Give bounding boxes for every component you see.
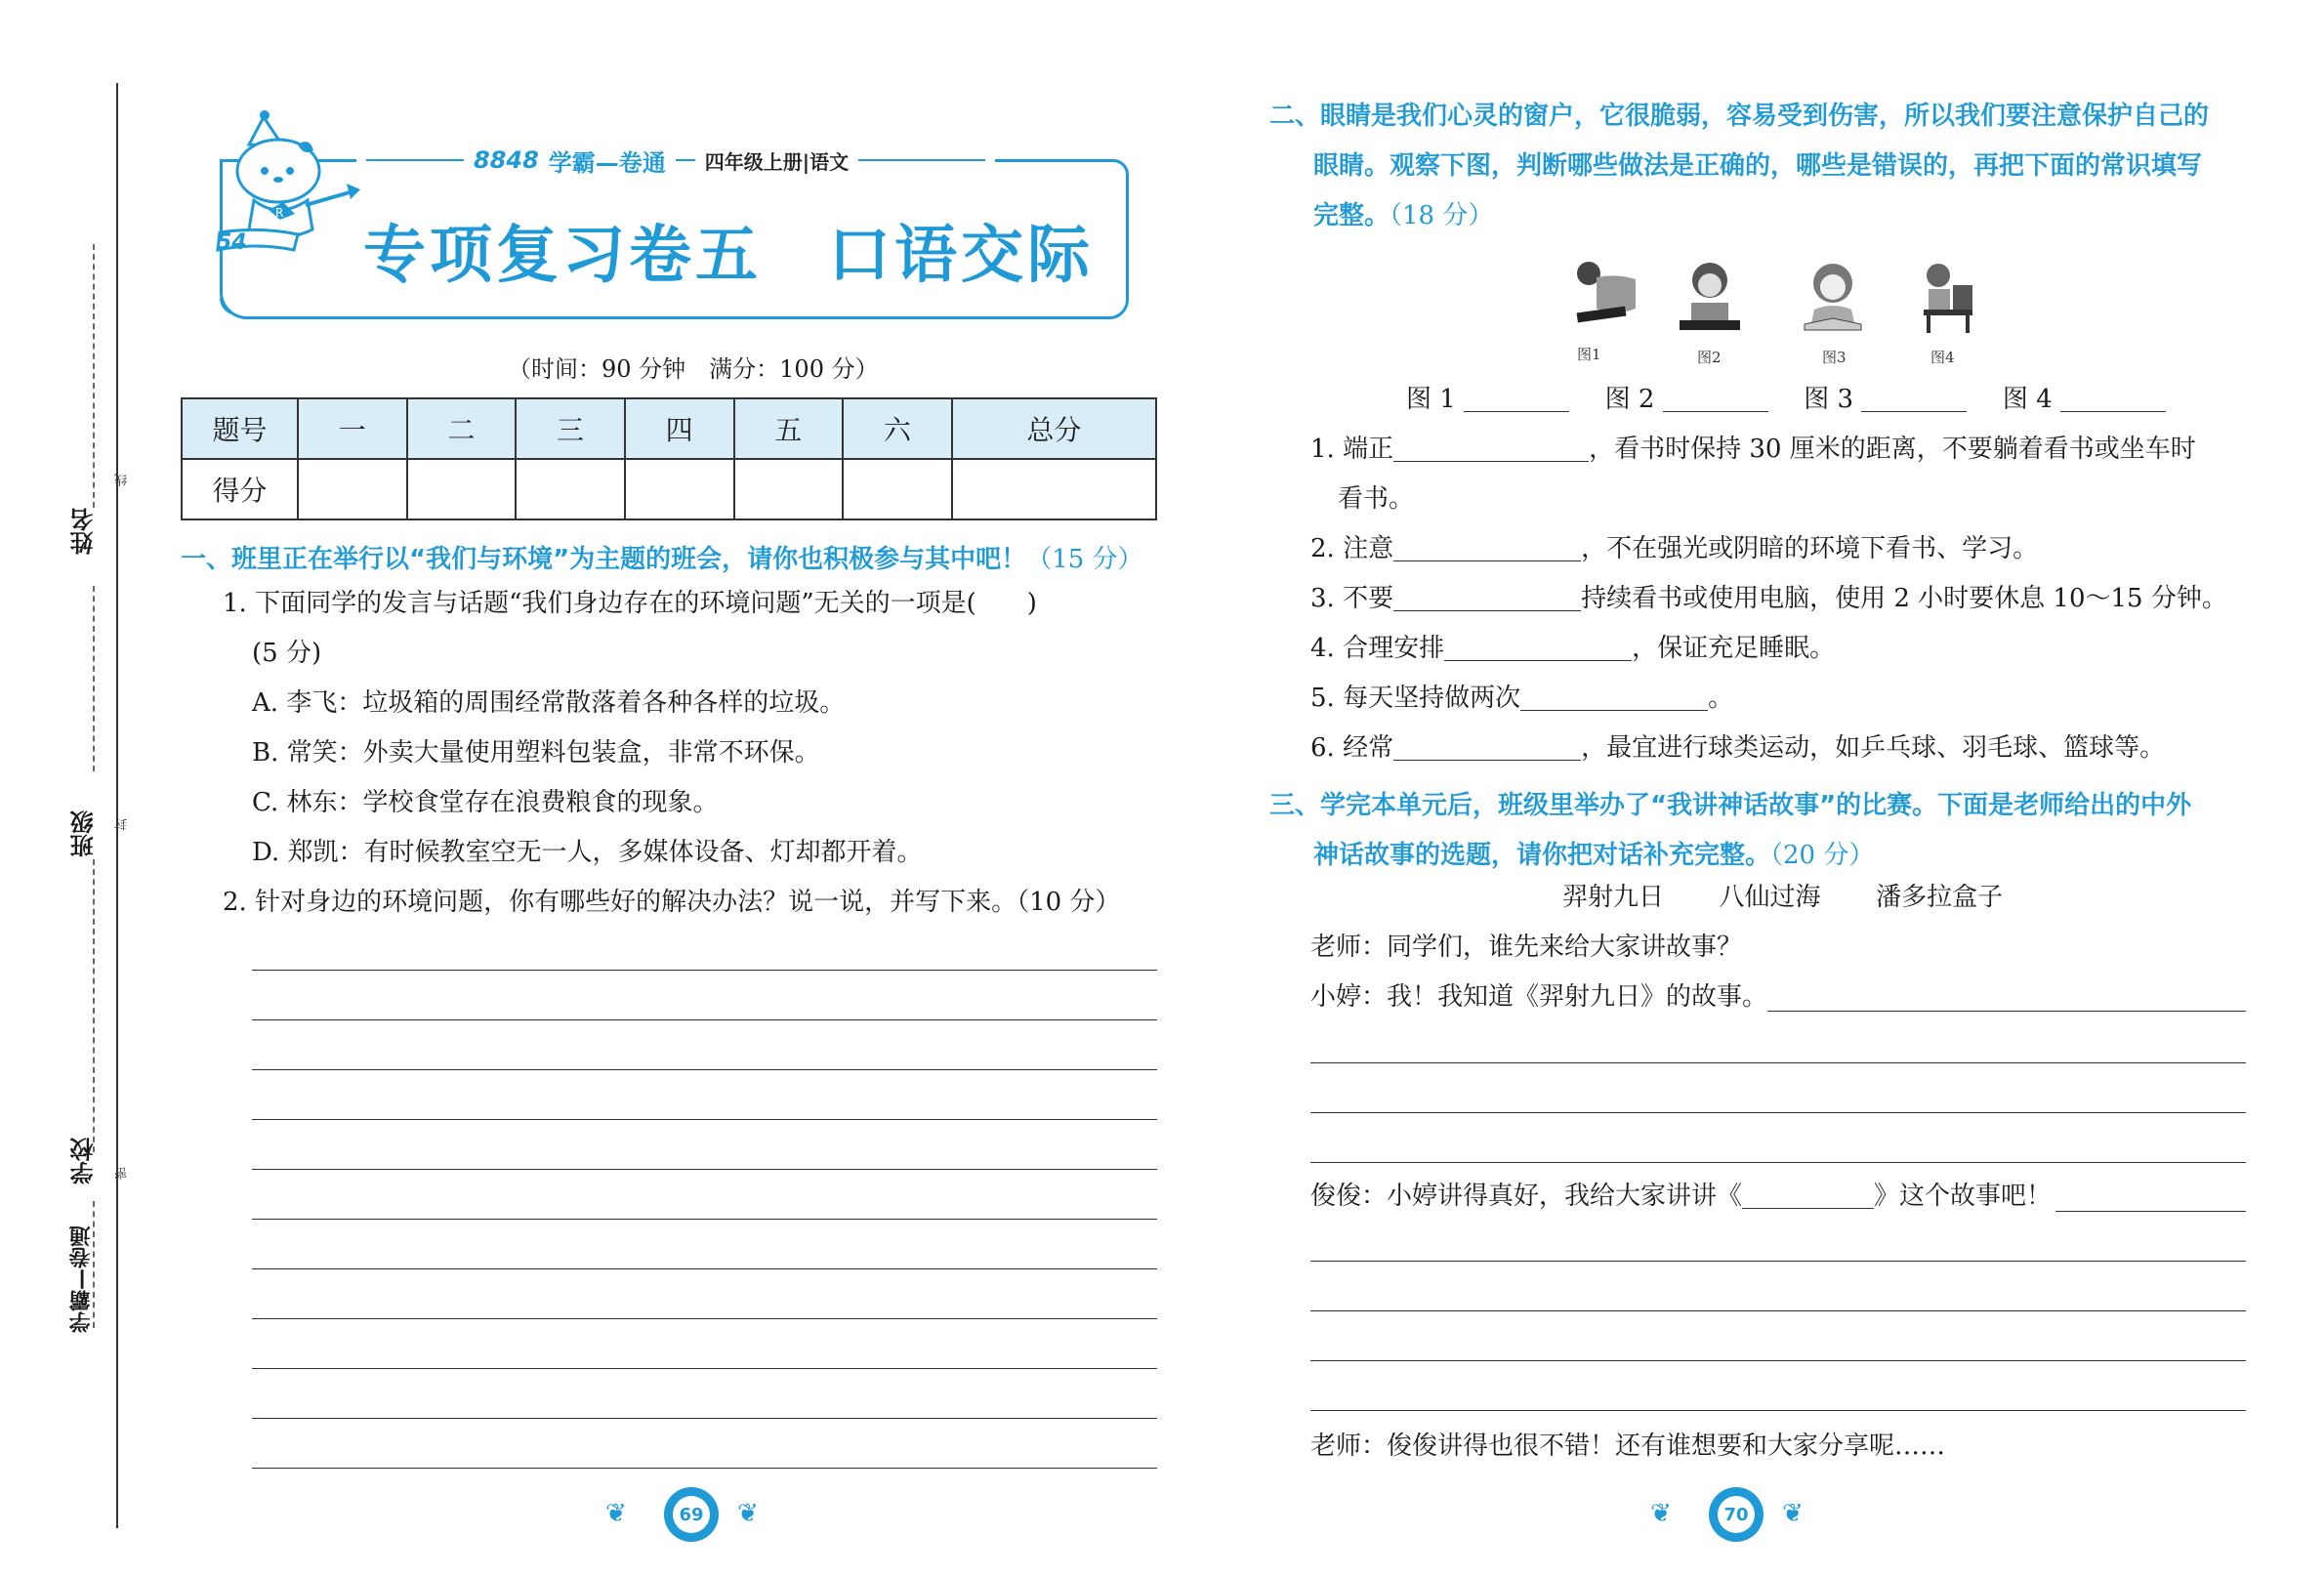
score-table	[181, 397, 1157, 520]
pic3-label: 图 3	[1804, 385, 1854, 414]
option-b[interactable]: B. 常笑：外卖大量使用塑料包装盒，非常不环保。	[252, 738, 820, 768]
answer-line[interactable]	[252, 1069, 1157, 1070]
class-label: 班级	[70, 810, 98, 857]
eye-item-blank[interactable]	[1444, 637, 1632, 661]
score-header-cell: 五	[734, 398, 844, 459]
answer-line[interactable]	[252, 1368, 1157, 1369]
answer-line[interactable]	[1310, 1062, 2246, 1063]
junjun-line	[1310, 1183, 2052, 1209]
eye-item-post: ，不在强光或阴暗的环境下看书、学习。	[1581, 534, 2039, 563]
eye-item-pre: 1. 端正	[1310, 435, 1394, 464]
pic4-blank[interactable]	[2060, 388, 2166, 412]
score-header-cell: 二	[407, 398, 517, 459]
score-header-cell: 六	[843, 398, 952, 459]
eye-item-4	[1310, 636, 1835, 661]
score-cell[interactable]	[952, 459, 1156, 519]
sprout-icon: ❦	[605, 1499, 627, 1528]
score-cell[interactable]	[625, 459, 734, 519]
rubbing-eyes-icon	[1672, 256, 1748, 344]
answer-line[interactable]	[1310, 1410, 2246, 1411]
answer-line[interactable]	[1310, 1360, 2246, 1361]
score-cell[interactable]	[843, 459, 952, 519]
section2-title-line1: 二、眼睛是我们心灵的窗户，它很脆弱，容易受到伤害，所以我们要注意保护自己的	[1269, 102, 2210, 131]
answer-line[interactable]	[252, 1418, 1157, 1419]
answer-line[interactable]	[1767, 1011, 2246, 1012]
eye-item-blank[interactable]	[1393, 537, 1581, 561]
answer-line[interactable]	[2055, 1211, 2246, 1212]
eye-item-blank[interactable]	[1520, 686, 1708, 711]
story-topic: 八仙过海	[1719, 883, 1821, 912]
pic-caption: 图1	[1577, 346, 1601, 363]
brand-line-left	[366, 159, 464, 161]
score-row-label: 得分	[182, 459, 298, 519]
section2-title-line2: 眼睛。观察下图，判断哪些做法是正确的，哪些是错误的，再把下面的常识填写	[1313, 151, 2203, 181]
section1-q2: 2. 针对身边的环境问题，你有哪些好的解决办法？说一说，并写下来。（10 分）	[223, 888, 1121, 917]
teacher-line-1: 老师：同学们，谁先来给大家讲故事？	[1310, 933, 1743, 962]
eye-item-pre: 2. 注意	[1310, 534, 1394, 563]
girl-reading-icon	[1795, 256, 1871, 344]
section3-title-text: 神话故事的选题，请你把对话补充完整。	[1313, 841, 1771, 870]
xiaoting-line: 小婷：我！我知道《羿射九日》的故事。	[1310, 982, 1768, 1012]
answer-line[interactable]	[252, 1268, 1157, 1269]
answer-line[interactable]	[1310, 1112, 2246, 1113]
page-number-badge	[664, 1487, 719, 1542]
score-header-cell: 四	[625, 398, 734, 459]
eye-item-post: 。	[1708, 684, 1734, 713]
section1-points: （15 分）	[1026, 545, 1143, 574]
pic3-blank[interactable]	[1861, 388, 1967, 412]
story-topic: 羿射九日	[1562, 883, 1665, 912]
boy-desk-icon	[1909, 256, 1985, 344]
seal-xian: 线	[115, 474, 130, 486]
brand-row	[356, 143, 995, 178]
eye-item-1	[1310, 436, 2196, 462]
page-title: 专项复习卷五 口语交际	[363, 220, 1094, 292]
page-number: 70	[1718, 1496, 1755, 1533]
class-underline[interactable]	[93, 859, 95, 1152]
binding-dash	[93, 586, 95, 771]
eye-item-pre: 5. 每天坚持做两次	[1310, 684, 1521, 713]
score-cell[interactable]	[734, 459, 844, 519]
pic-caption: 图3	[1822, 349, 1847, 366]
score-header-cell: 题号	[182, 398, 298, 459]
junjun-post: 》这个故事吧！	[1874, 1182, 2053, 1211]
answer-line[interactable]	[252, 1119, 1157, 1120]
svg-text:R: R	[275, 206, 284, 220]
binding-line	[116, 83, 118, 1528]
answer-line[interactable]	[1310, 1162, 2246, 1163]
eye-item-post: 持续看书或使用电脑，使用 2 小时要休息 10～15 分钟。	[1581, 584, 2227, 613]
mascot-badge: 54	[217, 230, 247, 255]
option-d[interactable]: D. 郑凯：有时候教室空无一人，多媒体设备、灯却都开着。	[252, 838, 923, 867]
sprout-icon: ❦	[1650, 1499, 1672, 1528]
score-cell[interactable]	[298, 459, 407, 519]
sprout-icon: ❦	[737, 1499, 759, 1528]
answer-line[interactable]	[1310, 1261, 2246, 1262]
eye-item-pre: 6. 经常	[1310, 733, 1394, 763]
section1-q1: 1. 下面同学的发言与话题“我们身边存在的环境问题”无关的一项是( )	[223, 589, 1037, 618]
teacher-line-2: 老师：俊俊讲得也很不错！还有谁想要和大家分享呢……	[1310, 1432, 1946, 1461]
story-topics	[1562, 885, 2003, 910]
eye-item-post: ，最宜进行球类运动，如乒乓球、羽毛球、篮球等。	[1581, 733, 2166, 763]
score-cell[interactable]	[516, 459, 625, 519]
eye-item-post: ，保证充足睡眠。	[1632, 634, 1836, 663]
school-label: 学校	[70, 1138, 98, 1184]
eye-item-2	[1310, 536, 2038, 561]
option-a[interactable]: A. 李飞：垃圾箱的周围经常散落着各种各样的垃圾。	[252, 688, 846, 718]
eye-item-blank[interactable]	[1393, 587, 1581, 611]
seal-feng: 封	[115, 818, 130, 831]
eye-item-blank[interactable]	[1393, 437, 1589, 462]
page-number: 69	[673, 1496, 710, 1533]
section1-title-text: 一、班里正在举行以“我们与环境”为主题的班会，请你也积极参与其中吧！	[181, 545, 1027, 574]
section2-points: （18 分）	[1390, 201, 1494, 230]
eye-item-blank[interactable]	[1393, 736, 1581, 761]
score-header-cell: 三	[516, 398, 625, 459]
option-c[interactable]: C. 林东：学校食堂存在浪费粮食的现象。	[252, 788, 719, 817]
junjun-pre: 俊俊：小婷讲得真好，我给大家讲讲《	[1310, 1182, 1743, 1211]
brand-logo: 8848	[474, 146, 539, 174]
brand-name: 学霸—卷通	[548, 148, 666, 177]
section3-title-line2	[1313, 835, 1874, 871]
answer-line[interactable]	[252, 1019, 1157, 1020]
answer-line[interactable]	[252, 1468, 1157, 1469]
seal-mi: 密	[115, 1167, 130, 1180]
name-underline[interactable]	[93, 244, 95, 508]
section3-title-line1: 三、学完本单元后，班级里举办了“我讲神话故事”的比赛。下面是老师给出的中外	[1269, 791, 2192, 820]
sidebar-brand: 学霸—卷通	[69, 1225, 94, 1333]
pic-caption: 图4	[1930, 349, 1955, 366]
eye-item-3	[1310, 586, 2227, 611]
sprout-icon: ❦	[1782, 1499, 1804, 1528]
eye-item-5	[1310, 685, 1733, 711]
score-table-header-row	[182, 398, 1156, 459]
answer-line[interactable]	[252, 1169, 1157, 1170]
score-header-cell: 总分	[952, 398, 1156, 459]
brand-line-mid	[676, 159, 695, 161]
eye-item-1-cont: 看书。	[1338, 484, 1415, 514]
pic-answer-row	[1406, 387, 2166, 412]
story-topic: 潘多拉盒子	[1876, 883, 2004, 912]
eye-item-post: ，看书时保持 30 厘米的距离，不要躺着看书或坐车时	[1589, 435, 2196, 464]
answer-line[interactable]	[252, 1318, 1157, 1319]
section3-points: （20 分）	[1770, 841, 1875, 870]
name-label: 姓名	[70, 508, 98, 555]
time-info: （时间：90 分钟 满分：100 分）	[508, 355, 879, 383]
reading-lying-icon	[1567, 256, 1643, 344]
answer-line[interactable]	[252, 970, 1157, 971]
answer-line[interactable]	[252, 1219, 1157, 1220]
eye-item-6	[1310, 735, 2165, 761]
story-title-blank[interactable]	[1742, 1184, 1874, 1209]
pic1-blank[interactable]	[1464, 388, 1569, 412]
score-table-score-row	[182, 459, 1156, 519]
section1-title	[181, 539, 1143, 575]
score-cell[interactable]	[407, 459, 517, 519]
pic2-label: 图 2	[1604, 385, 1655, 414]
page-number-badge	[1709, 1487, 1764, 1542]
eye-item-pre: 3. 不要	[1310, 584, 1394, 613]
score-header-cell: 一	[298, 398, 407, 459]
pic-caption: 图2	[1697, 349, 1722, 366]
section1-q1-points: (5 分)	[252, 639, 322, 668]
grade-subject: 四年级上册|语文	[704, 149, 850, 174]
pic4-label: 图 4	[2002, 385, 2053, 414]
section2-title-line3	[1313, 195, 1493, 231]
pic1-label: 图 1	[1406, 385, 1456, 414]
eye-item-pre: 4. 合理安排	[1310, 634, 1445, 663]
section2-title-text: 完整。	[1313, 201, 1390, 230]
brand-line-right	[858, 159, 985, 161]
answer-line[interactable]	[1310, 1310, 2246, 1311]
pic2-blank[interactable]	[1663, 388, 1768, 412]
